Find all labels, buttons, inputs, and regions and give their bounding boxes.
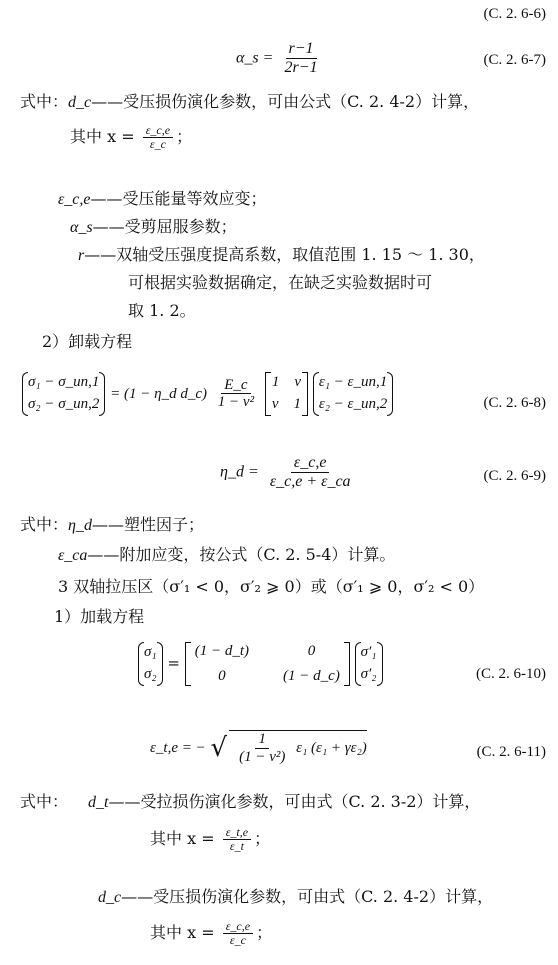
- where-dc2-x: [150, 920, 272, 947]
- symbol: ε_ca: [58, 547, 88, 564]
- where-ece-line: [58, 189, 267, 210]
- equation-number: (C. 2. 6-11): [476, 744, 546, 760]
- matrix-cell: (1 − d_c): [283, 667, 340, 684]
- equation-c2611: [150, 730, 367, 765]
- where-dt-x: [150, 826, 270, 853]
- loading-heading: 1）加载方程: [54, 607, 145, 626]
- definition-text: ——双轴受压强度提高系数，取值范围 1. 15 ～ 1. 30，: [84, 245, 485, 264]
- fraction-numerator: 1: [255, 731, 269, 749]
- matrix: [265, 372, 308, 416]
- definition-text: ——受压能量等效应变；: [90, 189, 267, 208]
- x-suffix: ；: [254, 829, 271, 849]
- x-prefix: 其中 x =: [150, 829, 215, 849]
- where-dc2-line: [98, 887, 493, 908]
- equation-lhs: η_d =: [220, 463, 259, 481]
- fraction-denominator: ε_c: [149, 137, 166, 152]
- where-alpha-line: [70, 217, 237, 238]
- strain-vector: [313, 372, 393, 416]
- where-r-line3: 取 1. 2。: [128, 301, 196, 320]
- where-eta-line: [20, 515, 204, 536]
- definition-text: ——塑性因子；: [91, 515, 204, 534]
- fraction: [282, 40, 321, 76]
- symbol: r: [78, 247, 85, 264]
- equation-c268: [22, 372, 393, 416]
- fraction-numerator: E_c: [221, 377, 250, 395]
- vector-bottom: σ′₂: [360, 665, 377, 682]
- fraction: [267, 454, 354, 490]
- fraction: [215, 377, 257, 411]
- matrix: [185, 642, 350, 686]
- symbol: α_s: [70, 219, 93, 236]
- definition-text: ——附加应变，按公式（C. 2. 5-4）计算。: [87, 545, 396, 564]
- symbol: d_t: [88, 794, 109, 811]
- vector-bottom: σ₂: [144, 665, 157, 682]
- effective-stress-vector: [355, 642, 383, 686]
- equation-lhs: α_s =: [236, 49, 274, 67]
- where-eca-line: [58, 545, 395, 566]
- where-dc-x: [70, 124, 192, 151]
- fraction-numerator: r−1: [286, 40, 317, 59]
- fraction-denominator: ε_t: [229, 839, 244, 854]
- fraction-numerator: ε_c,e: [223, 920, 253, 934]
- matrix-cell: 0: [218, 667, 226, 684]
- where-prefix: 式中：: [20, 92, 69, 111]
- matrix-row: ν 1: [271, 395, 302, 412]
- vector-top: σ₁: [144, 644, 157, 660]
- equation-c267: [236, 40, 324, 76]
- fraction-numerator: ε_c,e: [291, 454, 330, 473]
- equation-number: (C. 2. 6-8): [483, 395, 546, 411]
- matrix-row: 1 ν: [271, 374, 302, 390]
- fraction-numerator: ε_t,e: [223, 826, 251, 840]
- stress-vector: [138, 642, 163, 686]
- x-prefix: 其中 x =: [70, 127, 135, 147]
- matrix-cell: (1 − d_t): [194, 643, 250, 659]
- symbol: d_c: [68, 94, 92, 111]
- section-heading: 3 双轴拉压区（σ′₁ < 0，σ′₂ ⩾ 0）或（σ′₁ ⩾ 0，σ′₂ < 0）: [58, 577, 485, 596]
- sqrt-body: [229, 730, 367, 765]
- symbol: η_d: [68, 517, 92, 534]
- equation-mid: = (1 − η_d d_c): [110, 385, 208, 402]
- x-suffix: ；: [256, 923, 273, 943]
- definition-text: 受压损伤演化参数，可由公式（C. 2. 4-2）计算，: [123, 92, 480, 111]
- equals-sign: =: [167, 653, 180, 672]
- fraction: [223, 826, 251, 853]
- equation-number: (C. 2. 6-7): [483, 52, 546, 68]
- equation-tail: ε₁ (ε₁ + γε₂): [296, 740, 367, 756]
- matrix-cell: 0: [307, 643, 316, 659]
- stress-vector: [22, 372, 105, 416]
- fraction-denominator: ε_c,e + ε_ca: [269, 472, 351, 490]
- fraction-denominator: ε_c: [229, 933, 246, 948]
- definition-text: ——受拉损伤演化参数，可由式（C. 2. 3-2）计算，: [108, 792, 481, 811]
- definition-text: ——受压损伤演化参数，可由式（C. 2. 4-2）计算，: [121, 887, 494, 906]
- symbol: ε_c,e: [58, 191, 91, 208]
- vector-bottom: ε₂ − ε_un,2: [318, 395, 388, 412]
- where-r-line1: [78, 245, 485, 266]
- x-suffix: ；: [176, 127, 193, 147]
- where-prefix: 式中：: [20, 792, 69, 811]
- fraction-denominator: 1 − ν²: [217, 394, 255, 411]
- fraction: [143, 124, 173, 151]
- vector-top: σ₁ − σ_un,1: [28, 374, 100, 390]
- equation-number: (C. 2. 6-10): [476, 666, 546, 682]
- vector-top: σ′₁: [360, 644, 377, 660]
- equation-number: (C. 2. 6-9): [483, 468, 546, 484]
- where-dc-line: [20, 92, 479, 113]
- x-prefix: 其中 x =: [150, 923, 215, 943]
- unloading-heading: 2）卸载方程: [42, 332, 133, 351]
- fraction-denominator: (1 − ν²): [239, 748, 286, 765]
- fraction-numerator: ε_c,e: [143, 124, 173, 138]
- equation-c2610: [138, 642, 383, 686]
- fraction: [236, 731, 288, 765]
- where-r-line2: 可根据实验数据确定，在缺乏实验数据时可: [128, 273, 433, 292]
- fraction: [223, 920, 253, 947]
- vector-top: ε₁ − ε_un,1: [318, 374, 388, 390]
- fraction-denominator: 2r−1: [284, 58, 318, 76]
- where-dt-line: [20, 792, 480, 813]
- vector-bottom: σ₂ − σ_un,2: [28, 395, 100, 412]
- equation-number: (C. 2. 6-6): [483, 6, 546, 22]
- equation-c269: [220, 454, 357, 490]
- equation-lhs: ε_t,e = −: [150, 740, 206, 756]
- symbol: d_c: [98, 889, 122, 906]
- definition-text: ——受剪屈服参数；: [92, 217, 237, 236]
- dash: ——: [91, 92, 124, 111]
- where-prefix: 式中：: [20, 515, 69, 534]
- sqrt-icon: √: [210, 732, 228, 763]
